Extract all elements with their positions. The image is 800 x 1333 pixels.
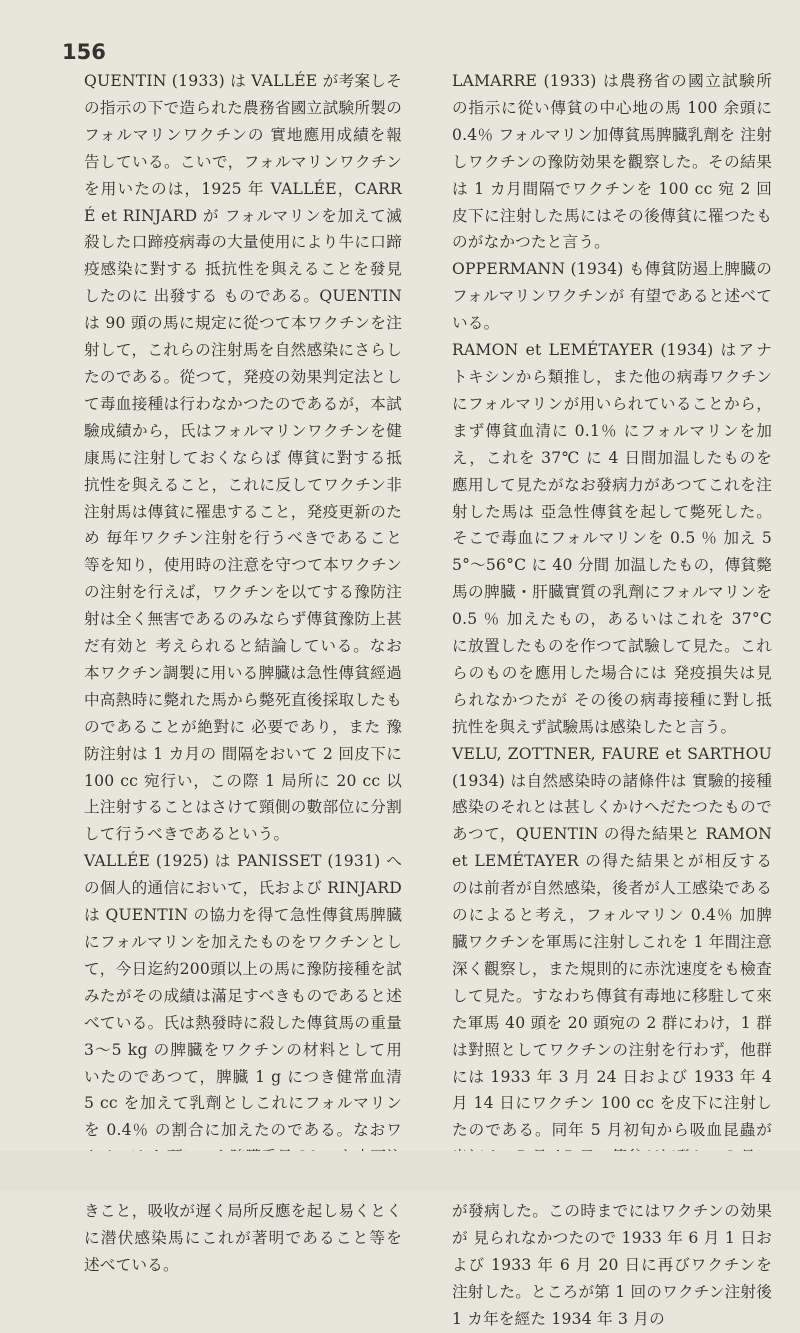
paragraph-velu-zottner: VELU, ZOTTNER, FAURE et SARTHOU (1934) は自然感染時の諸條件は 實驗的接種感染のそれとは甚しくかけへだたつたものであつて，QUENTIN の得た結果と RAMON et LEMÉTAYER の得た結果とが相反するのは前者が自然感染，後者が人工感染であるのによると考え，フォルマリン 0.4％ 加脾臓ワクチンを軍馬に注射しこれを 1 年間注意深く觀察し，また規則的に赤沈速度をも檢査して見た。すなわち傳貧有毒地に移駐して來た軍馬 40 頭を 20 頭宛の 2 群にわけ，1 群は對照としてワクチンの注射を行わず，他群には 1933 年 3 月 24 日および 1933 年 4 月 14 日にワクチン 100 cc を皮下に注射したのである。同年 5 月初旬から吸血昆蟲が が發病した。この時までにはワクチンの効果が 見られなかつたので 1933 年 6 月 1 日および 1933 年 6 月 20 日に再びワクチンを注射した。ところが第 1 回のワクチン注射後 1 カ年を經た 1934 年 3 月の [452, 744, 772, 1328]
left-column [84, 68, 402, 1279]
paragraph-quentin: QUENTIN (1933) は VALLÉE が考案しその指示の下で造られた農務省國立試験所製の フォルマリンワクチンの 實地應用成績を報告している。こいで，フォルマリンワクチンを用いたのは，1925 年 VALLÉE，CARRÉ et RINJARD が フォルマリンを加えて滅殺した口蹄疫病毒の大量使用により牛に口蹄疫感染に對する 抵抗性を與えることを發見したのに 出發する ものである。QUENTIN は 90 頭の馬に規定に從つて本ワクチンを注射して，これらの注射馬を自然感染にさらしたのである。從つて，発疫の効果判定法として毒血接種は行わなかつたのであるが，本試驗成績から，氏はフォルマリンワクチンを健康馬に注射しておくならば 傳貧に對する抵抗性を與えること，これに反してワクチン非注射馬は傳貧に罹患すること，発疫更新のため 毎年ワクチン注射を行うべきであること等を知り，使用時の注意を守つて本ワクチンの注射を行えば，ワクチンを以てする豫防注射は全く無害であるのみならず傳貧豫防上甚だ有効と 考えられると結論している。なお本ワクチン調製に用いる脾臓は急性傳貧經過中高熱時に斃れた馬から斃死直後採取したものであることが絶對に 必要であり，また 豫防注射は 1 カ月の 間隔をおいて 2 回皮下に 100 cc 宛行い，この際 1 局所に 20 cc 以上注射することはさけて頸側の數部位に分割して行うべきであるという。 [84, 72, 402, 844]
paragraph-oppermann: OPPERMANN (1934) も傳貧防遏上脾臓のフォルマリンワクチンが 有望であると述べている。 [452, 260, 772, 333]
right-column [452, 68, 772, 1333]
paragraph-lamarre: LAMARRE (1933) は農務省の國立試験所の指示に從い傳貧の中心地の馬 100 余頭に 0.4％ フォルマリン加傳貧馬脾臓乳劑を 注射しワクチンの豫防効果を觀察した。その結果は 1 カ月間隔でワクチンを 100 cc 宛 2 回皮下に注射した馬にはその後傳貧に罹つたものがなかつたと言う。 [452, 72, 772, 252]
paragraph-vallee: VALLÉE (1925) は PANISSET (1931) への個人的通信において，氏および RINJARD は QUENTIN の協力を得て急性傳貧馬脾臓にフォルマリンを加えたものをワクチンとして，今日迄約200頭以上の馬に豫防接種を試みたがその成績は滿足すべきものであると述べている。氏は熱發時に殺した傳貧馬の重量 3〜5 kg の脾臓をワクチンの材料として用いたのであつて，脾臓 1 g につき健常血清 5 cc を加えて乳劑としこれにフォルマリンを 0.4％ の割合に加えたのである。なおワ きこと，吸收が遅く局所反應を起し易くとくに潜伏感染馬にこれが著明であること等を 述べている。 [84, 852, 402, 1274]
page-bottom-margin [0, 1151, 800, 1191]
page-number: 156 [62, 40, 106, 64]
paragraph-ramon-lemetayer: RAMON et LEMÉTAYER (1934) はアナトキシンから類推し，また他の病毒ワクチンにフォルマリンが用いられていることから，まず傳貧血清に 0.1％ にフォルマリンを加え，これを 37℃ に 4 日間加温したものを應用して見たがなお發病力があつてこれを注射した馬は 亞急性傳貧を起して斃死した。そこで毒血にフォルマリンを 0.5 ％ 加え 55°〜56°C に 40 分間 加温したもの，傳貧斃馬の脾臓・肝臓實質の乳劑にフォルマリンを 0.5 ％ 加えたもの，あるいはこれを 37°C に放置したものを作つて試驗して見た。これらのものを應用した場合には 発疫損失は見られなかつたが その後の病毒接種に對し抵抗性を與えず試驗馬は感染したと言う。 [452, 341, 772, 736]
